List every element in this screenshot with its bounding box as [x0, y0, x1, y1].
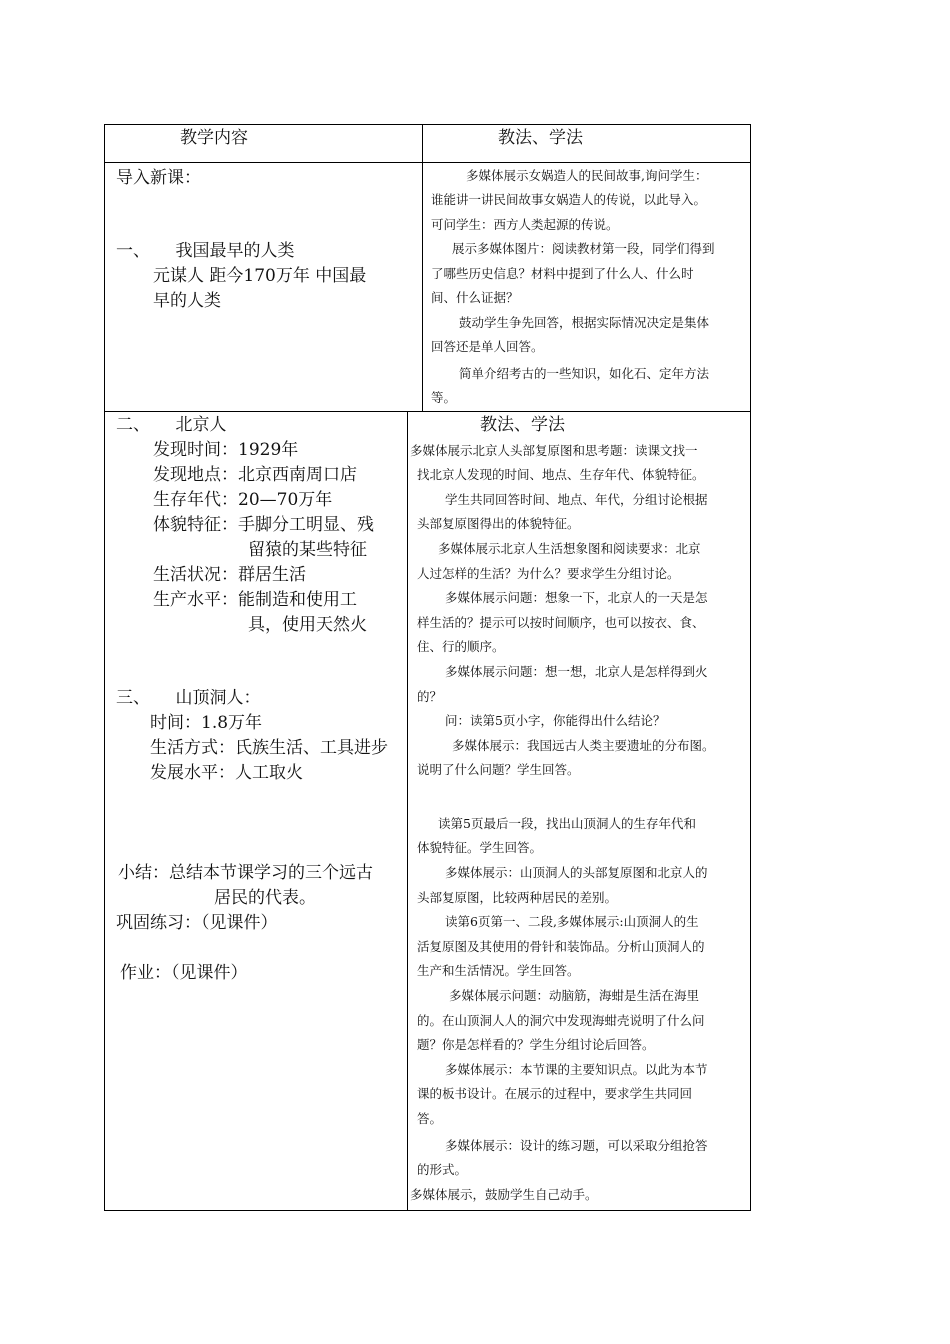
method2-line: 多媒体展示北京人生活想象图和阅读要求：北京	[438, 541, 701, 556]
yuanmou-line-2: 早的人类	[153, 291, 221, 311]
method2-line: 活复原图及其使用的骨针和装饰品。分析山顶洞人的	[417, 939, 705, 954]
method2-line: 头部复原图得出的体貌特征。	[417, 516, 580, 531]
method2-line: 题？你是怎样看的？学生分组讨论后回答。	[417, 1037, 655, 1052]
summary-line: 小结：总结本节课学习的三个远古	[118, 863, 373, 883]
method2-line: 多媒体展示：本节课的主要知识点。以此为本节	[445, 1062, 708, 1077]
practice-line: 巩固练习：（见课件）	[116, 913, 278, 933]
method2-line: 的？	[417, 689, 443, 704]
content-line: 生活方式：氏族生活、工具进步	[150, 738, 388, 758]
method1-line: 间、什么证据？	[431, 290, 519, 305]
method2-line: 头部复原图，比较两种居民的差别。	[417, 890, 618, 905]
method2-line: 住、行的顺序。	[417, 639, 505, 654]
method2-line: 多媒体展示问题：想一想，北京人是怎样得到火	[445, 664, 708, 679]
content-line: 生产水平：能制造和使用工	[153, 590, 357, 610]
content-line: 时间：1.8万年	[150, 713, 263, 733]
summary-line: 居民的代表。	[214, 888, 316, 908]
column-divider-top	[422, 124, 423, 412]
content-line: 具，使用天然火	[248, 615, 367, 635]
header-teaching-method: 教法、学法	[498, 128, 583, 148]
method2-line: 样生活的？提示可以按时间顺序，也可以按衣、食、	[417, 615, 705, 630]
column-divider-bottom	[407, 411, 408, 1211]
section-divider	[104, 411, 751, 412]
method2-line: 多媒体展示，鼓励学生自己动手。	[410, 1187, 598, 1202]
method2-title: 教法、学法	[480, 415, 565, 435]
method1-line: 简单介绍考古的一些知识，如化石、定年方法	[459, 366, 710, 381]
method2-line: 课的板书设计。在展示的过程中，要求学生共同回	[417, 1086, 693, 1101]
method1-line: 多媒体展示女娲造人的民间故事,询问学生：	[466, 168, 708, 183]
method2-line: 学生共同回答时间、地点、年代，分组讨论根据	[445, 492, 708, 507]
content-line: 生存年代：20—70万年	[153, 490, 333, 510]
method2-line: 人过怎样的生活？为什么？要求学生分组讨论。	[417, 566, 680, 581]
method2-line: 的。在山顶洞人人的洞穴中发现海蚶壳说明了什么问	[417, 1013, 705, 1028]
method2-line: 多媒体展示北京人头部复原图和思考题：读课文找一	[410, 443, 698, 458]
content-line: 发现地点：北京西南周口店	[153, 465, 357, 485]
method2-line: 多媒体展示：我国远古人类主要遗址的分布图。	[452, 738, 715, 753]
method2-line: 多媒体展示问题：想象一下，北京人的一天是怎	[445, 590, 708, 605]
content-line: 发现时间：1929年	[153, 440, 299, 460]
method1-line: 鼓动学生争先回答，根据实际情况决定是集体	[459, 315, 710, 330]
content-line: 生活状况：群居生活	[153, 565, 306, 585]
heading-upper-cave-man: 三、 山顶洞人：	[116, 688, 261, 708]
method2-line: 答。	[417, 1111, 443, 1126]
header-teaching-content: 教学内容	[180, 128, 248, 148]
method1-line: 谁能讲一讲民间故事女娲造人的传说，以此导入。	[431, 192, 707, 207]
method2-line: 多媒体展示问题：动脑筋，海蚶是生活在海里	[449, 988, 700, 1003]
method2-line: 问：读第5页小字，你能得出什么结论？	[445, 713, 666, 728]
method2-line: 读第6页第一、二段,多媒体展示:山顶洞人的生	[445, 914, 699, 929]
yuanmou-line-1: 元谋人 距今170万年 中国最	[153, 266, 367, 286]
homework-line: 作业：（见课件）	[120, 963, 248, 983]
intro-label: 导入新课：	[116, 168, 201, 188]
method2-line: 说明了什么问题？学生回答。	[417, 762, 580, 777]
method2-line: 多媒体展示：设计的练习题，可以采取分组抢答	[445, 1138, 708, 1153]
content-line: 体貌特征：手脚分工明显、残	[153, 515, 374, 535]
method2-line: 生产和生活情况。学生回答。	[417, 963, 580, 978]
method1-line: 了哪些历史信息？材料中提到了什么人、什么时	[431, 266, 694, 281]
header-divider	[104, 162, 751, 163]
content-line: 发展水平：人工取火	[150, 763, 303, 783]
method1-line: 回答还是单人回答。	[431, 339, 544, 354]
method2-line: 多媒体展示：山顶洞人的头部复原图和北京人的	[445, 865, 708, 880]
content-line: 留猿的某些特征	[248, 540, 367, 560]
method2-line: 体貌特征。学生回答。	[417, 840, 543, 855]
method1-line: 可问学生：西方人类起源的传说。	[431, 217, 619, 232]
method2-line: 找北京人发现的时间、地点、生存年代、体貌特征。	[417, 467, 705, 482]
method2-line: 的形式。	[417, 1162, 468, 1177]
method1-line: 展示多媒体图片：阅读教材第一段，同学们得到	[452, 241, 715, 256]
method2-line: 读第5页最后一段，找出山顶洞人的生存年代和	[438, 816, 696, 831]
heading-earliest-humans: 一、 我国最早的人类	[116, 241, 295, 261]
method1-line: 等。	[431, 390, 457, 405]
heading-peking-man: 二、 北京人	[116, 415, 227, 435]
